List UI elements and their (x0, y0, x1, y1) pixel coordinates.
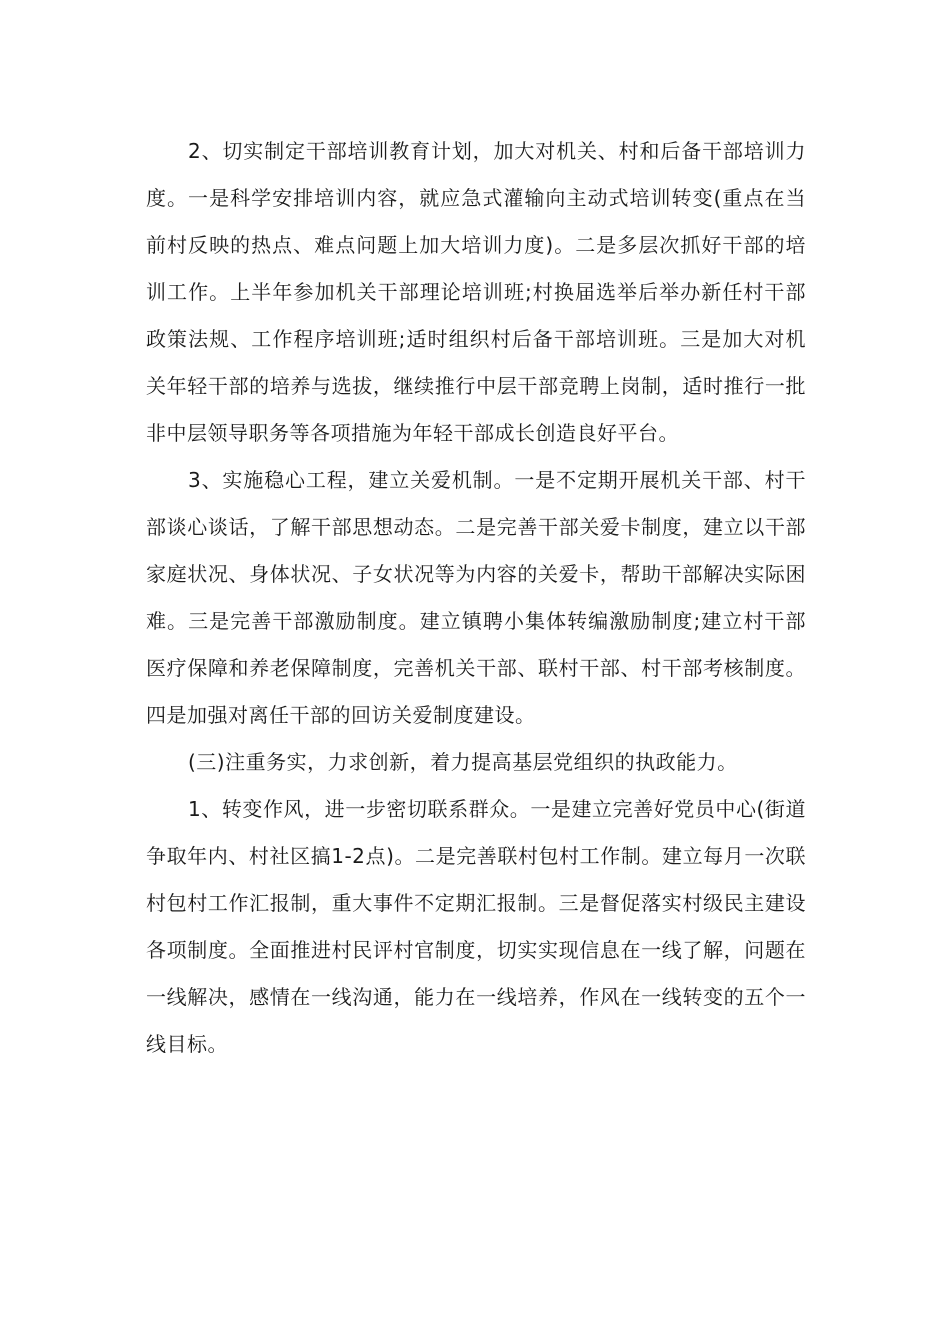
paragraph-care-mechanism: 3、实施稳心工程，建立关爱机制。一是不定期开展机关干部、村干部谈心谈话，了解干部思想动态。二是完善干部关爱卡制度，建立以干部家庭状况、身体状况、子女状况等为内容的关爱卡，帮助干部解决实际困难。三是完善干部激励制度。建立镇聘小集体转编激励制度;建立村干部医疗保障和养老保障制度，完善机关干部、联村干部、村干部考核制度。四是加强对离任干部的回访关爱制度建设。 (146, 468, 806, 727)
section-heading-governance: (三)注重务实，力求创新，着力提高基层党组织的执政能力。 (188, 750, 738, 774)
paragraph-cadre-training: 2、切实制定干部培训教育计划，加大对机关、村和后备干部培训力度。一是科学安排培训内容，就应急式灌输向主动式培训转变(重点在当前村反映的热点、难点问题上加大培训力度)。二是多层次抓好干部的培训工作。上半年参加机关干部理论培训班;村换届选举后举办新任村干部政策法规、工作程序培训班;适时组织村后备干部培训班。三是加大对机关年轻干部的培养与选拔，继续推行中层干部竞聘上岗制，适时推行一批非中层领导职务等各项措施为年轻干部成长创造良好平台。 (146, 139, 806, 445)
document-body (146, 128, 806, 1068)
paragraph-work-style: 1、转变作风，进一步密切联系群众。一是建立完善好党员中心(街道争取年内、村社区搞1-2点)。二是完善联村包村工作制。建立每月一次联村包村工作汇报制，重大事件不定期汇报制。三是督促落实村级民主建设各项制度。全面推进村民评村官制度，切实实现信息在一线了解，问题在一线解决，感情在一线沟通，能力在一线培养，作风在一线转变的五个一线目标。 (146, 797, 806, 1056)
